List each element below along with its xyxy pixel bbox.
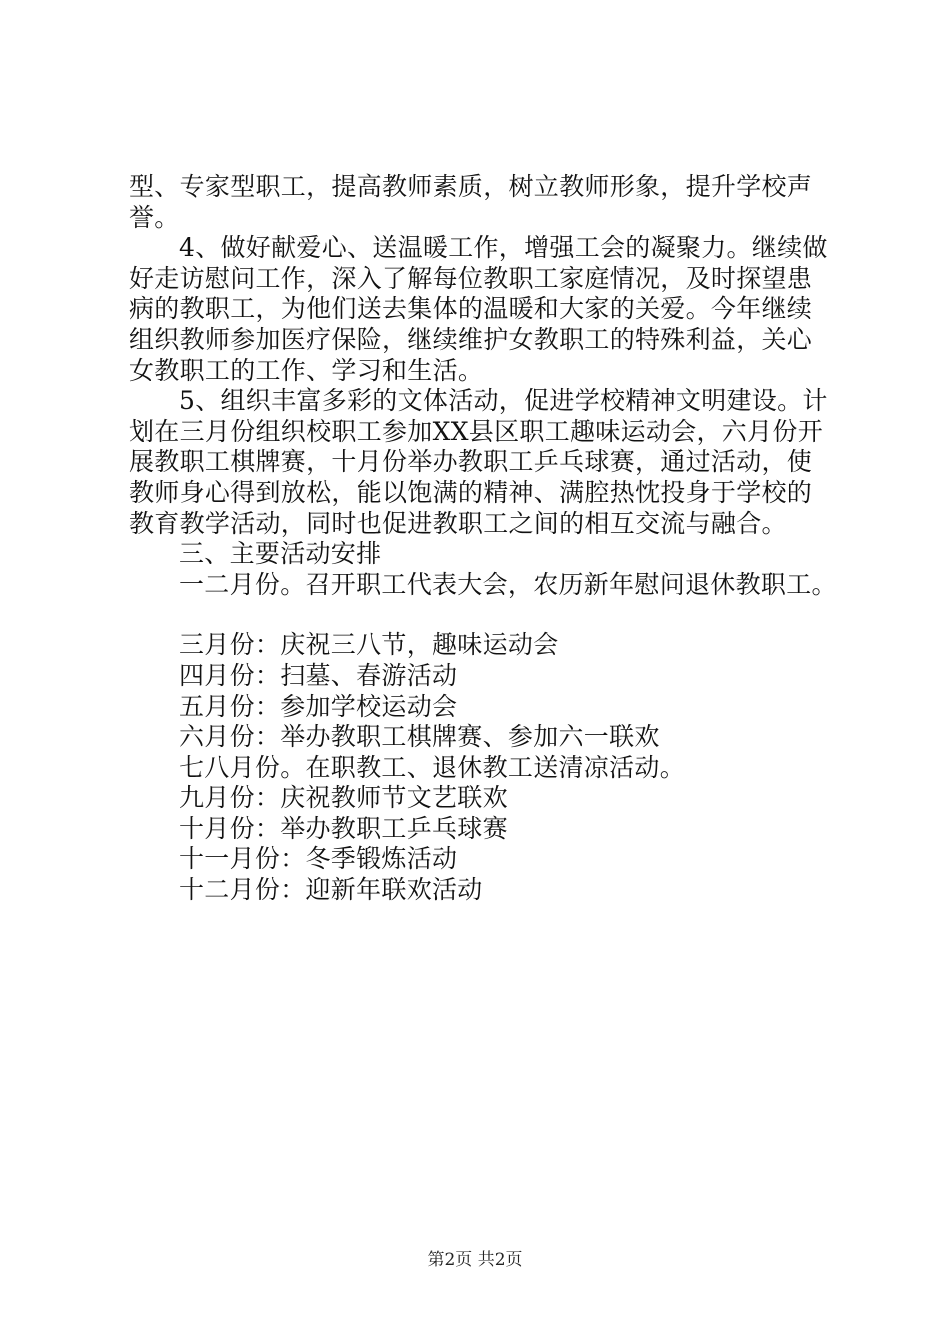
text-line: 教育教学活动，同时也促进教职工之间的相互交流与融合。 [129,508,787,538]
paragraph-5-start: 5、组织丰富多彩的文体活动，促进学校精神文明建设。计 [179,386,828,416]
section-heading: 三、主要活动安排 [179,539,382,569]
schedule-item: 六月份：举办教职工棋牌赛、参加六一联欢 [179,722,660,752]
schedule-item: 五月份：参加学校运动会 [179,691,458,721]
text-line: 教师身心得到放松，能以饱满的精神、满腔热忱投身于学校的 [129,477,813,507]
schedule-item: 十月份：举办教职工乒乓球赛 [179,813,508,843]
paragraph-4-start: 4、做好献爱心、送温暖工作，增强工会的凝聚力。继续做 [179,233,828,263]
schedule-item: 十二月份：迎新年联欢活动 [179,875,483,905]
schedule-item: 七八月份。在职教工、退休教工送清凉活动。 [179,752,686,782]
schedule-item: 三月份：庆祝三八节，趣味运动会 [179,630,559,660]
blank-line [129,600,829,630]
page-footer: 第2页 共2页 [427,1250,523,1270]
text-line: 组织教师参加医疗保险，继续维护女教职工的特殊利益，关心 [129,324,813,354]
schedule-jan-feb: 一二月份。召开职工代表大会，农历新年慰问退休教职工。 [179,569,837,599]
schedule-item: 四月份：扫墓、春游活动 [179,660,458,690]
text-line: 女教职工的工作、学习和生活。 [129,355,484,385]
text-line: 划在三月份组织校职工参加XX县区职工趣味运动会，六月份开 [129,416,823,446]
text-line: 展教职工棋牌赛，十月份举办教职工乒乓球赛，通过活动，使 [129,447,813,477]
text-line: 型、专家型职工，提高教师素质，树立教师形象，提升学校声 [129,172,813,201]
schedule-item: 十一月份：冬季锻炼活动 [179,844,458,874]
schedule-item: 九月份：庆祝教师节文艺联欢 [179,783,508,813]
document-body [129,172,837,906]
text-line: 誉。 [129,202,180,232]
text-line: 病的教职工，为他们送去集体的温暖和大家的关爱。今年继续 [129,294,813,324]
text-line: 好走访慰问工作，深入了解每位教职工家庭情况，及时探望患 [129,263,813,293]
